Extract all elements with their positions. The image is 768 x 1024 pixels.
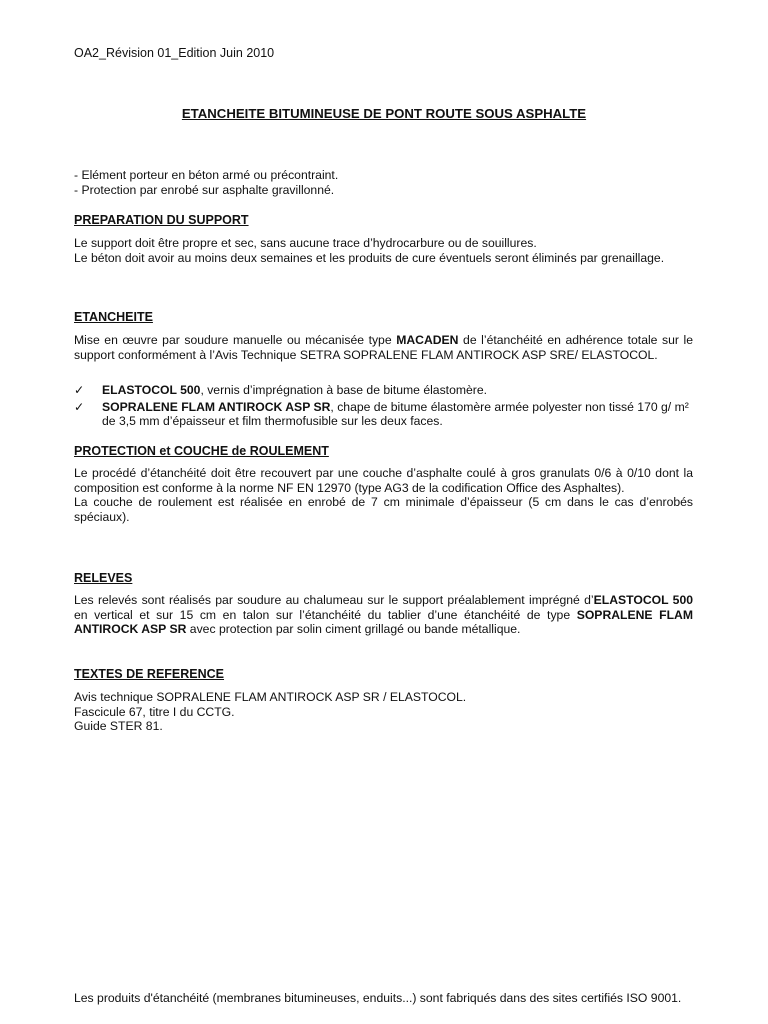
section-body-textes — [74, 690, 693, 734]
checklist-item-product: SOPRALENE FLAM ANTIROCK ASP SR — [102, 399, 331, 414]
releves-bold-1: ELASTOCOL 500 — [593, 593, 693, 607]
reference-line: Avis technique SOPRALENE FLAM ANTIROCK ASP SR / ELASTOCOL. — [74, 690, 467, 704]
reference-line: Fascicule 67, titre I du CCTG. — [74, 704, 235, 719]
checklist-item — [74, 383, 693, 398]
etancheite-para-text-1: Mise en œuvre par soudure manuelle ou mécanisée type — [74, 333, 397, 347]
section-body-releves — [74, 593, 693, 637]
footer-note: Les produits d'étanchéité (membranes bitumineuses, enduits...) sont fabriqués dans des sites certifiés ISO 9001. — [74, 991, 682, 1005]
section-body-preparation — [74, 236, 693, 265]
checklist-item-text: , chape de bitume élastomère armée polyester non tissé 170 g/ m² de 3,5 mm d’épaisseur et film thermofusible sur les deux faces. — [102, 399, 689, 428]
preparation-line-1: Le support doit être propre et sec, sans aucune trace d’hydrocarbure ou de souillures. — [74, 236, 537, 250]
intro-line-2: - Protection par enrobé sur asphalte gravillonné. — [74, 182, 335, 197]
section-body-etancheite — [74, 333, 693, 362]
protection-line-1: Le procédé d’étanchéité doit être recouvert par une couche d’asphalte coulé à gros granulats 0/6 à 0/10 dont la composition est conforme à la norme NF EN 12970 (type AG3 de la codification Office des Asphaltes). — [74, 466, 693, 495]
document-header: OA2_Révision 01_Edition Juin 2010 — [74, 46, 275, 60]
section-heading-etancheite: ETANCHEITE — [74, 310, 153, 324]
section-heading-preparation: PREPARATION DU SUPPORT — [74, 213, 249, 227]
intro-list — [74, 168, 693, 197]
section-body-protection — [74, 466, 693, 524]
section-heading-protection: PROTECTION et COUCHE de ROULEMENT — [74, 444, 329, 458]
product-checklist — [74, 383, 693, 429]
releves-bold-2: SOPRALENE FLAM ANTIROCK ASP SR — [74, 607, 693, 636]
intro-line-1: - Elément porteur en béton armé ou précontraint. — [74, 168, 339, 182]
checkmark-icon: ✓ — [74, 399, 85, 414]
releves-text-1: Les relevés sont réalisés par soudure au chalumeau sur le support préalablement imprégné d’ — [74, 593, 594, 607]
releves-text-2: en vertical et sur 15 cm en talon sur l’étanchéité du tablier d’une étanchéité de type — [74, 607, 577, 622]
reference-line: Guide STER 81. — [74, 719, 163, 733]
document-title: ETANCHEITE BITUMINEUSE DE PONT ROUTE SOUS ASPHALTE — [181, 106, 587, 121]
releves-text-3: avec protection par solin ciment grillagé ou bande métallique. — [186, 622, 521, 636]
etancheite-para-text-2: de l’étanchéité en adhérence totale sur le support conformément à l’Avis Technique SETRA SOPRALENE FLAM ANTIROCK ASP SRE/ ELASTOCOL. — [74, 333, 693, 362]
checklist-item-product: ELASTOCOL 500 — [102, 383, 201, 397]
protection-line-2: La couche de roulement est réalisée en enrobé de 7 cm minimale d’épaisseur (5 cm dans le cas d’enrobés spéciaux). — [74, 495, 693, 524]
section-heading-releves: RELEVES — [74, 571, 133, 585]
etancheite-para-bold: MACADEN — [396, 333, 459, 347]
checklist-item — [74, 400, 693, 429]
checkmark-icon: ✓ — [74, 383, 85, 397]
checklist-item-text: , vernis d’imprégnation à base de bitume élastomère. — [200, 383, 487, 397]
preparation-line-2: Le béton doit avoir au moins deux semaines et les produits de cure éventuels seront éliminés par grenaillage. — [74, 250, 665, 265]
section-heading-textes: TEXTES DE REFERENCE — [74, 667, 225, 681]
